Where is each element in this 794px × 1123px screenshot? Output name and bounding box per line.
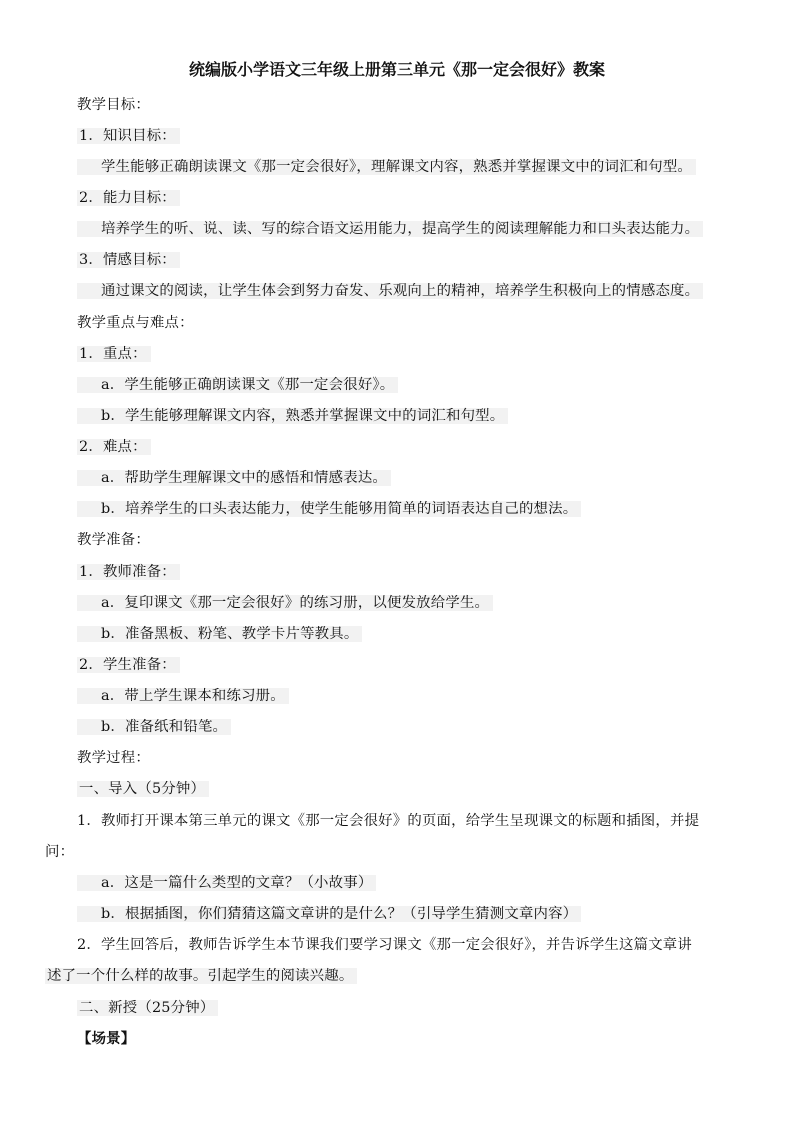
document-title: 统编版小学语文三年级上册第三单元《那一定会很好》教案	[188, 60, 605, 79]
paragraph-continuation: 述了一个什么样的故事。引起学生的阅读兴趣。	[45, 965, 357, 987]
sub-list-item: b．根据插图，你们猜猜这篇文章讲的是什么？（引导学生猜测文章内容）	[77, 903, 581, 925]
paragraph: 培养学生的听、说、读、写的综合语文运用能力，提高学生的阅读理解能力和口头表达能力。	[77, 218, 703, 240]
sub-list-item: a．帮助学生理解课文中的感悟和情感表达。	[77, 467, 391, 489]
section-heading-process: 教学过程：	[77, 750, 150, 766]
section-heading-objectives: 教学目标：	[77, 97, 150, 113]
list-item: 1．重点：	[77, 343, 151, 365]
section-heading-preparation: 教学准备：	[77, 532, 150, 548]
scene-label: 【场景】	[77, 1030, 136, 1047]
paragraph: 通过课文的阅读，让学生体会到努力奋发、乐观向上的精神，培养学生积极向上的情感态度。	[77, 280, 703, 302]
list-item: 2．能力目标：	[77, 187, 180, 209]
list-item: 1．教师准备：	[77, 561, 180, 583]
subsection-heading: 二、新授（25分钟）	[77, 997, 218, 1019]
list-item: 2．难点：	[77, 436, 151, 458]
sub-list-item: b．培养学生的口头表达能力，使学生能够用简单的词语表达自己的想法。	[77, 498, 581, 520]
sub-list-item: b．准备纸和铅笔。	[77, 716, 231, 738]
sub-list-item: a．复印课文《那一定会很好》的练习册，以便发放给学生。	[77, 592, 493, 614]
sub-list-item: b．准备黑板、粉笔、教学卡片等教具。	[77, 623, 362, 645]
section-heading-key-points: 教学重点与难点：	[77, 315, 194, 331]
paragraph-continuation: 问：	[45, 844, 75, 860]
sub-list-item: a．这是一篇什么类型的文章？（小故事）	[77, 872, 376, 894]
sub-list-item: b．学生能够理解课文内容，熟悉并掌握课文中的词汇和句型。	[77, 405, 508, 427]
paragraph: 学生能够正确朗读课文《那一定会很好》，理解课文内容，熟悉并掌握课文中的词汇和句型。	[77, 156, 696, 178]
list-item: 1．知识目标：	[77, 125, 180, 147]
paragraph: 2．学生回答后，教师告诉学生本节课我们要学习课文《那一定会很好》，并告诉学生这篇文章讲	[77, 937, 692, 953]
subsection-heading: 一、导入（5分钟）	[77, 778, 209, 800]
list-item: 2．学生准备：	[77, 654, 180, 676]
list-item: 3．情感目标：	[77, 249, 180, 271]
paragraph: 1．教师打开课本第三单元的课文《那一定会很好》的页面，给学生呈现课文的标题和插图，并提	[77, 813, 700, 829]
sub-list-item: a．带上学生课本和练习册。	[77, 685, 289, 707]
sub-list-item: a．学生能够正确朗读课文《那一定会很好》。	[77, 374, 398, 396]
